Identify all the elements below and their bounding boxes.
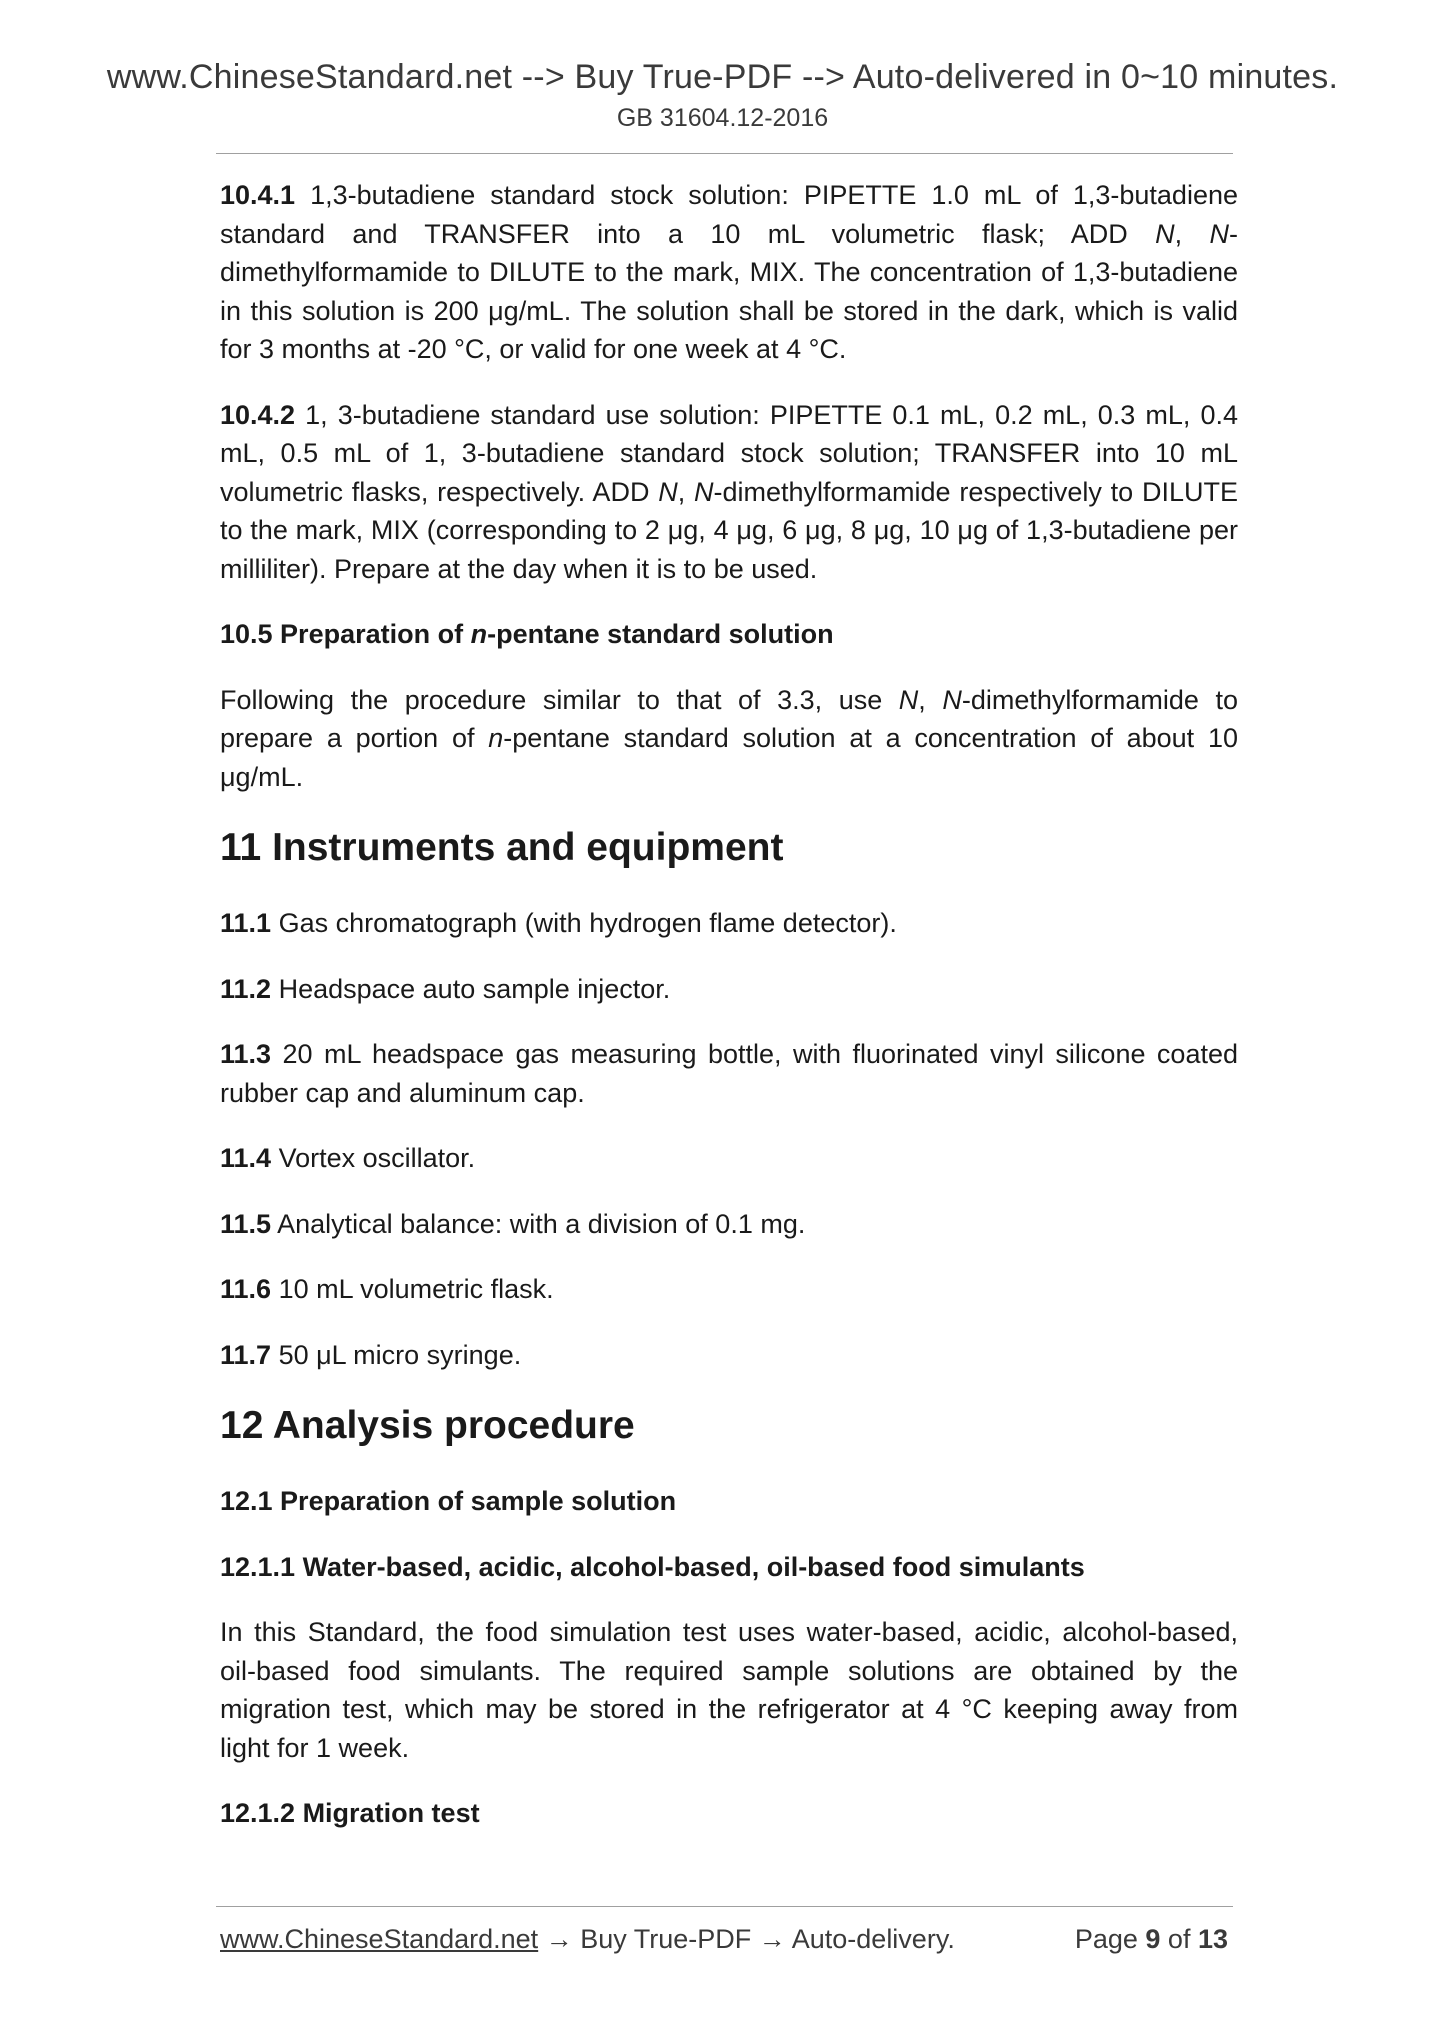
page-of-label: of	[1160, 1924, 1198, 1954]
clause-11-4	[220, 1139, 1238, 1178]
italic-n: N	[942, 684, 962, 715]
section-heading-12: 12 Analysis procedure	[220, 1404, 635, 1447]
clause-number: 11.4	[220, 1143, 272, 1173]
section-heading-11: 11 Instruments and equipment	[220, 826, 784, 869]
clause-number: 10.4.1	[220, 180, 296, 210]
header-banner: www.ChineseStandard.net --> Buy True-PDF --> Auto-delivered in 0~10 minutes.	[106, 58, 1339, 96]
clause-11-2	[220, 970, 1238, 1009]
clause-10-4-2	[220, 396, 1238, 589]
paragraph-text: ,	[918, 684, 943, 715]
footer-divider	[216, 1906, 1233, 1907]
italic-n: N	[658, 476, 678, 507]
clause-text: Analytical balance: with a division of 0.1 mg.	[271, 1208, 806, 1239]
clause-11-1	[220, 904, 1238, 943]
footer-text: → Buy True-PDF → Auto-delivery.	[538, 1924, 955, 1954]
italic-n: N	[898, 684, 919, 715]
italic-n: N	[694, 476, 714, 507]
clause-number: 11.7	[220, 1339, 272, 1370]
italic-n: n	[488, 723, 504, 753]
page-indicator	[1075, 1924, 1228, 1955]
paragraph-text: Following the procedure similar to that of 3.3, use	[220, 684, 899, 715]
page-number: 9	[1145, 1924, 1161, 1954]
subheading-text: -pentane standard solution	[487, 619, 834, 649]
page-label: Page	[1074, 1924, 1146, 1954]
clause-text: -dimethylformamide to DILUTE to the mark, MIX. The concentration of 1,3-butadiene in this solution is 200 μg/mL. The solution shall be stored in the dark, which is valid for 3 months at -20 °C, or valid for one week at 4 °C.	[220, 218, 1238, 364]
clause-11-3	[220, 1035, 1238, 1112]
italic-n: n	[470, 619, 488, 649]
clause-text: 1, 3-butadiene standard use solution: PIPETTE 0.1 mL, 0.2 mL, 0.3 mL, 0.4 mL, 0.5 mL of 1, 3-butadiene standard stock solution; TRANSFER into 10 mL volumetric flasks, respectively. ADD	[220, 399, 1238, 507]
document-body	[220, 176, 1238, 1860]
standard-code: GB 31604.12-2016	[616, 104, 829, 132]
page-footer	[220, 1924, 1228, 1955]
clause-text: ,	[677, 476, 694, 507]
clause-text: 10 mL volumetric flask.	[271, 1274, 554, 1304]
clause-11-5	[220, 1205, 1238, 1244]
clause-text: Vortex oscillator.	[271, 1143, 476, 1173]
clause-number: 11.5	[220, 1208, 272, 1239]
clause-text: Headspace auto sample injector.	[271, 973, 671, 1004]
paragraph-text: -dimethylformamide to prepare a portion of	[220, 684, 1238, 753]
clause-10-4-1	[220, 176, 1238, 369]
italic-n: N	[1155, 218, 1175, 249]
clause-text: ,	[1174, 218, 1210, 249]
subheading-12-1: 12.1 Preparation of sample solution	[220, 1486, 677, 1516]
italic-n: N	[1209, 218, 1229, 249]
header-divider	[216, 153, 1233, 154]
clause-11-7	[220, 1336, 1238, 1375]
clause-number: 11.2	[220, 973, 272, 1004]
clause-number: 11.6	[220, 1274, 272, 1304]
subheading-text: 10.5 Preparation of	[220, 619, 471, 649]
paragraph-text: -pentane standard solution at a concentration of about 10 μg/mL.	[220, 723, 1238, 792]
paragraph-12-1-1: In this Standard, the food simulation test uses water-based, acidic, alcohol-based, oil-based food simulants. The required sample solutions are obtained by the migration test, which may be stored in the refrigerator at 4 °C keeping away from light for 1 week.	[220, 1617, 1238, 1763]
clause-text: Gas chromatograph (with hydrogen flame detector).	[271, 908, 897, 938]
paragraph-10-5	[220, 681, 1238, 797]
subheading-12-1-1: 12.1.1 Water-based, acidic, alcohol-based, oil-based food simulants	[220, 1551, 1085, 1582]
clause-text: 20 mL headspace gas measuring bottle, with fluorinated vinyl silicone coated rubber cap and aluminum cap.	[220, 1039, 1238, 1108]
subheading-10-5	[220, 615, 1238, 654]
page-total: 13	[1197, 1924, 1228, 1954]
clause-text: 1,3-butadiene standard stock solution: PIPETTE 1.0 mL of 1,3-butadiene standard and TRANSFER into a 10 mL volumetric flask; ADD	[220, 180, 1238, 249]
clause-text: 50 μL micro syringe.	[271, 1339, 522, 1370]
subheading-12-1-2: 12.1.2 Migration test	[220, 1798, 480, 1828]
clause-number: 11.1	[220, 908, 272, 938]
clause-number: 10.4.2	[220, 399, 296, 430]
clause-number: 11.3	[220, 1039, 272, 1069]
clause-text: -dimethylformamide respectively to DILUTE to the mark, MIX (corresponding to 2 μg, 4 μg, 6 μg, 8 μg, 10 μg of 1,3-butadiene per milliliter). Prepare at the day when it is to be used.	[220, 476, 1238, 584]
clause-11-6	[220, 1270, 1238, 1309]
footer-link[interactable]: www.ChineseStandard.net	[220, 1924, 539, 1954]
